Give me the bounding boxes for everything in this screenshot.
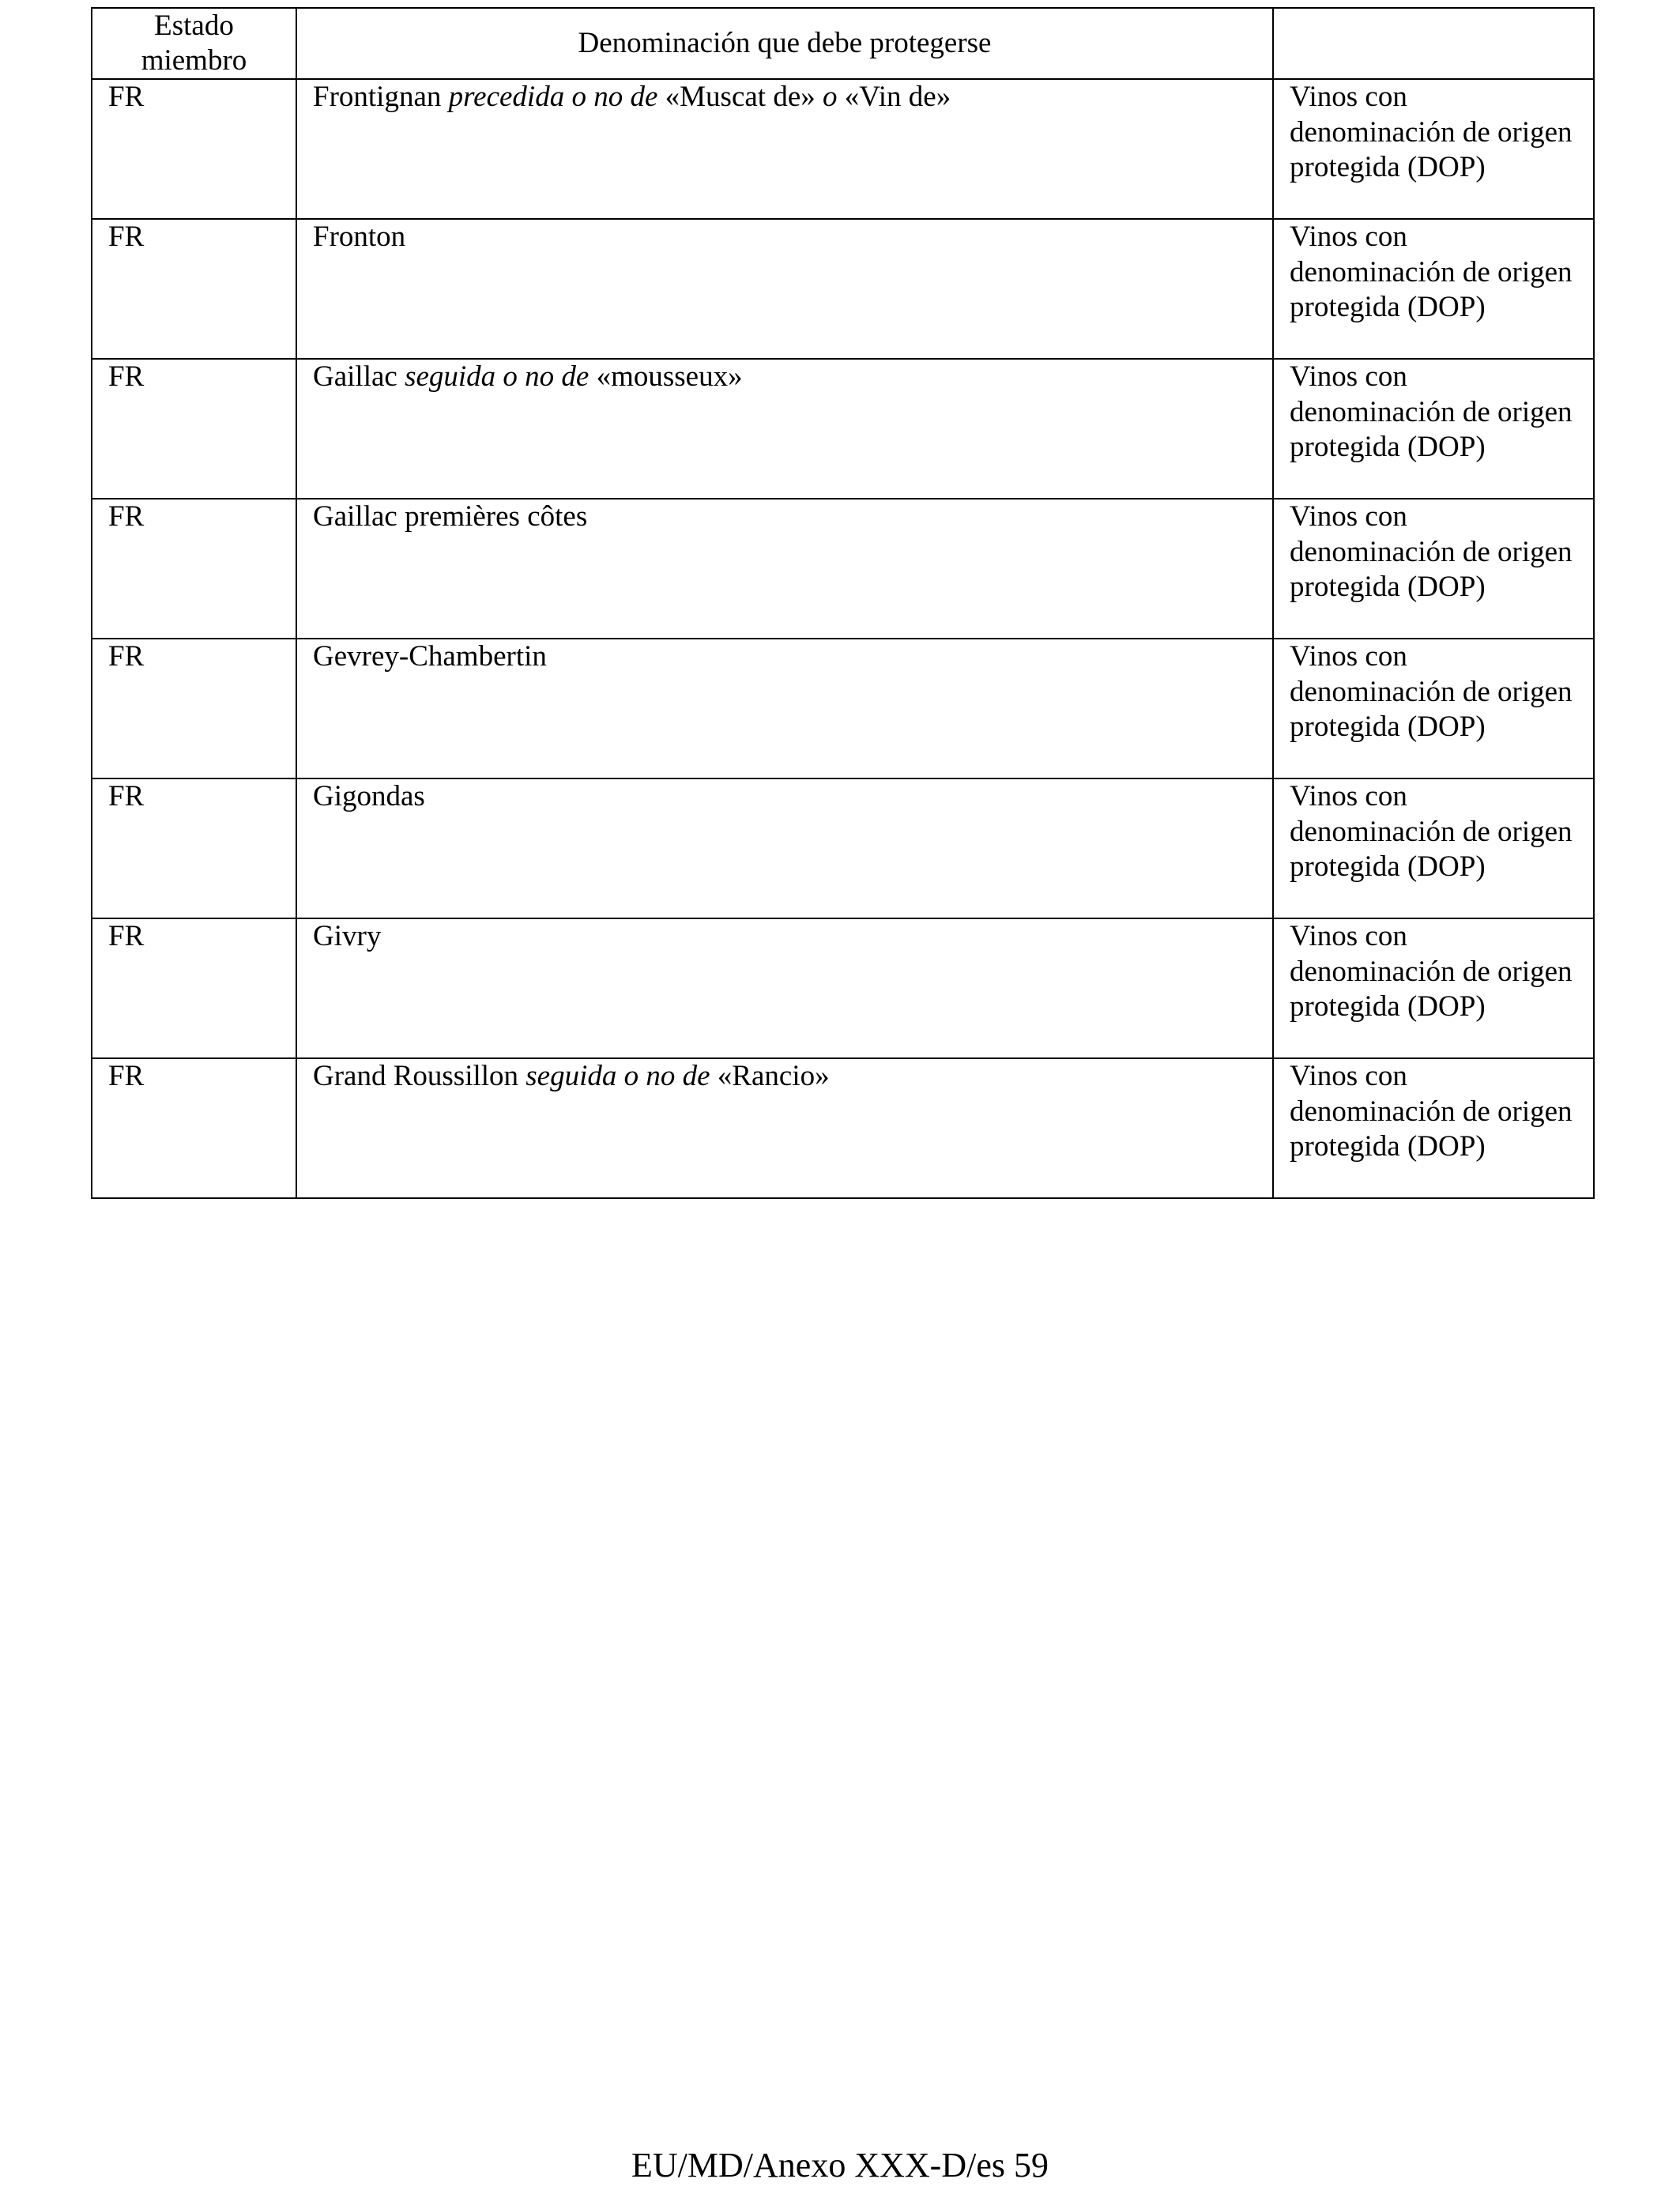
denominacion-qualifier-italic: o: [823, 81, 838, 113]
denominacion-text: «Vin de»: [837, 81, 951, 113]
denominacion-text: Frontignan: [313, 81, 449, 113]
table-row: [92, 778, 1594, 918]
cell-tipo-proteccion: Vinos con denominación de origen protegida (DOP): [1273, 359, 1594, 499]
denominations-table: [91, 7, 1595, 1199]
table-row: [92, 219, 1594, 359]
cell-estado-miembro: FR: [92, 1058, 296, 1198]
table-row: [92, 1058, 1594, 1198]
denominacion-text: Gigondas: [313, 780, 425, 812]
header-estado-miembro: Estado miembro: [92, 8, 296, 79]
header-denominacion: Denominación que debe protegerse: [296, 8, 1273, 79]
denominacion-qualifier-italic: seguida o no de: [405, 360, 590, 393]
cell-estado-miembro: FR: [92, 778, 296, 918]
denominacion-text: Grand Roussillon: [313, 1060, 526, 1092]
cell-denominacion: [296, 219, 1273, 359]
denominacion-text: Gaillac: [313, 360, 405, 393]
cell-denominacion: [296, 918, 1273, 1058]
cell-estado-miembro: FR: [92, 219, 296, 359]
denominacion-text: «Rancio»: [710, 1060, 830, 1092]
denominacion-qualifier-italic: precedida o no de: [448, 81, 658, 113]
denominacion-text: Givry: [313, 920, 382, 952]
cell-estado-miembro: FR: [92, 359, 296, 499]
denominacion-text: «mousseux»: [589, 360, 743, 393]
table-row: [92, 499, 1594, 639]
cell-tipo-proteccion: Vinos con denominación de origen protegida (DOP): [1273, 639, 1594, 778]
cell-estado-miembro: FR: [92, 639, 296, 778]
page-footer-reference: EU/MD/Anexo XXX-D/es 59: [631, 2146, 1049, 2185]
cell-estado-miembro: FR: [92, 79, 296, 219]
cell-denominacion: [296, 79, 1273, 219]
table-row: [92, 359, 1594, 499]
cell-tipo-proteccion: Vinos con denominación de origen protegida (DOP): [1273, 1058, 1594, 1198]
cell-tipo-proteccion: Vinos con denominación de origen protegida (DOP): [1273, 778, 1594, 918]
cell-tipo-proteccion: Vinos con denominación de origen protegida (DOP): [1273, 499, 1594, 639]
cell-denominacion: [296, 778, 1273, 918]
cell-denominacion: [296, 639, 1273, 778]
table-body: [92, 79, 1594, 1198]
table-row: [92, 639, 1594, 778]
denominacion-text: Gaillac premières côtes: [313, 500, 588, 533]
header-tipo: [1273, 8, 1594, 79]
table-row: [92, 918, 1594, 1058]
denominacion-text: Fronton: [313, 221, 406, 253]
cell-tipo-proteccion: Vinos con denominación de origen protegida (DOP): [1273, 219, 1594, 359]
table-header: [92, 8, 1594, 79]
cell-estado-miembro: FR: [92, 499, 296, 639]
cell-tipo-proteccion: Vinos con denominación de origen protegida (DOP): [1273, 918, 1594, 1058]
cell-denominacion: [296, 499, 1273, 639]
cell-estado-miembro: FR: [92, 918, 296, 1058]
cell-denominacion: [296, 1058, 1273, 1198]
denominacion-text: «Muscat de»: [657, 81, 823, 113]
table-header-row: [92, 8, 1594, 79]
cell-tipo-proteccion: Vinos con denominación de origen protegida (DOP): [1273, 79, 1594, 219]
cell-denominacion: [296, 359, 1273, 499]
denominacion-text: Gevrey-Chambertin: [313, 640, 547, 673]
denominacion-qualifier-italic: seguida o no de: [525, 1060, 710, 1092]
table-row: [92, 79, 1594, 219]
